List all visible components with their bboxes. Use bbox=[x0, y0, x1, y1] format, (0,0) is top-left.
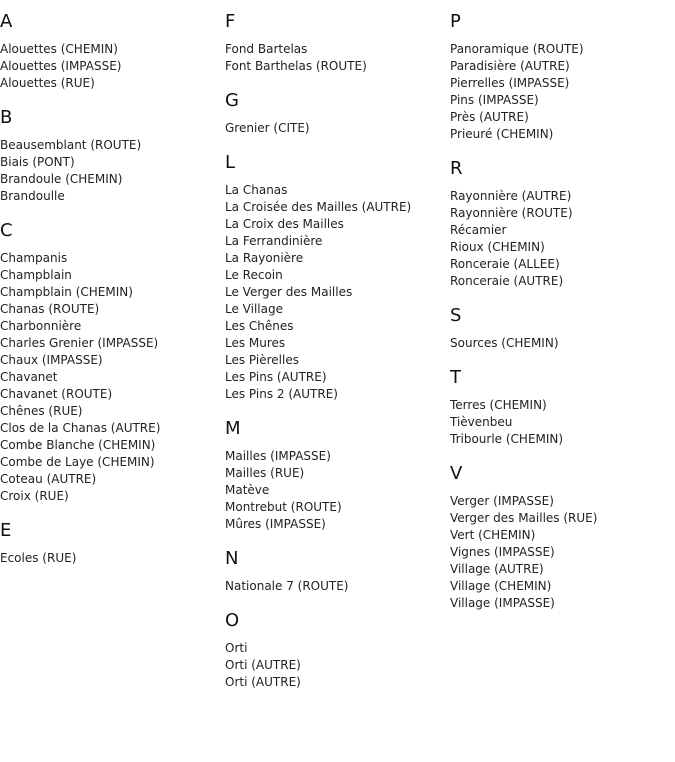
street-entry: Beausemblant (ROUTE) bbox=[0, 138, 142, 152]
street-entry: Chaux (IMPASSE) bbox=[0, 353, 103, 367]
street-entry: Verger (IMPASSE) bbox=[450, 494, 554, 508]
street-entry: Biais (PONT) bbox=[0, 155, 75, 169]
street-entry: Pins (IMPASSE) bbox=[450, 93, 539, 107]
letter-group bbox=[450, 305, 675, 352]
index-column-1 bbox=[0, 0, 225, 582]
street-entry: Prieuré (CHEMIN) bbox=[450, 127, 554, 141]
street-entry: Rayonnière (AUTRE) bbox=[450, 189, 572, 203]
section-letter-heading: G bbox=[225, 90, 239, 111]
street-entry: Orti (AUTRE) bbox=[225, 658, 301, 672]
street-entry: Font Barthelas (ROUTE) bbox=[225, 59, 367, 73]
letter-group bbox=[0, 520, 225, 567]
street-list bbox=[450, 397, 675, 448]
street-entry: Vert (CHEMIN) bbox=[450, 528, 536, 542]
letter-group bbox=[0, 11, 225, 92]
street-entry: Le Recoin bbox=[225, 268, 283, 282]
street-entry: Champblain bbox=[0, 268, 72, 282]
street-list bbox=[450, 188, 675, 290]
street-list bbox=[0, 41, 225, 92]
street-entry: La Rayonière bbox=[225, 251, 304, 265]
street-entry: La Croix des Mailles bbox=[225, 217, 344, 231]
street-entry: Croix (RUE) bbox=[0, 489, 69, 503]
section-letter-heading: L bbox=[225, 152, 236, 173]
street-entry: Champblain (CHEMIN) bbox=[0, 285, 133, 299]
street-entry: Ecoles (RUE) bbox=[0, 551, 77, 565]
letter-group bbox=[450, 11, 675, 143]
street-entry: Matève bbox=[225, 483, 270, 497]
street-list bbox=[225, 120, 450, 137]
street-entry: Ronceraie (AUTRE) bbox=[450, 274, 564, 288]
letter-group bbox=[225, 11, 450, 75]
street-list bbox=[225, 640, 450, 691]
letter-group bbox=[0, 107, 225, 205]
letter-group bbox=[225, 610, 450, 691]
section-letter-heading: M bbox=[225, 418, 241, 439]
section-letter-heading: V bbox=[450, 463, 463, 484]
street-entry: Terres (CHEMIN) bbox=[450, 398, 547, 412]
street-entry: Chavanet (ROUTE) bbox=[0, 387, 113, 401]
street-entry: Tribourle (CHEMIN) bbox=[450, 432, 564, 446]
street-list bbox=[450, 335, 675, 352]
street-list bbox=[225, 182, 450, 403]
street-list bbox=[225, 41, 450, 75]
street-entry: Village (CHEMIN) bbox=[450, 579, 552, 593]
street-list bbox=[0, 250, 225, 505]
street-entry: Les Pièrelles bbox=[225, 353, 299, 367]
section-letter-heading: E bbox=[0, 520, 12, 541]
street-entry: Récamier bbox=[450, 223, 507, 237]
street-entry: Panoramique (ROUTE) bbox=[450, 42, 584, 56]
street-entry: Brandoule (CHEMIN) bbox=[0, 172, 123, 186]
street-entry: Combe de Laye (CHEMIN) bbox=[0, 455, 155, 469]
section-letter-heading: S bbox=[450, 305, 462, 326]
section-letter-heading: C bbox=[0, 220, 13, 241]
section-letter-heading: F bbox=[225, 11, 236, 32]
street-entry: Pierrelles (IMPASSE) bbox=[450, 76, 570, 90]
street-entry: Rioux (CHEMIN) bbox=[450, 240, 545, 254]
street-entry: Le Verger des Mailles bbox=[225, 285, 353, 299]
index-column-3 bbox=[450, 0, 675, 627]
street-entry: Charles Grenier (IMPASSE) bbox=[0, 336, 159, 350]
street-entry: Orti bbox=[225, 641, 248, 655]
section-letter-heading: N bbox=[225, 548, 239, 569]
street-entry: Les Pins (AUTRE) bbox=[225, 370, 327, 384]
street-entry: Paradisière (AUTRE) bbox=[450, 59, 570, 73]
letter-group bbox=[450, 463, 675, 612]
street-entry: Tièvenbeu bbox=[450, 415, 513, 429]
street-entry: Village (AUTRE) bbox=[450, 562, 544, 576]
street-list bbox=[0, 550, 225, 567]
street-entry: Clos de la Chanas (AUTRE) bbox=[0, 421, 161, 435]
street-entry: Alouettes (IMPASSE) bbox=[0, 59, 122, 73]
street-entry: Brandoulle bbox=[0, 189, 65, 203]
street-list bbox=[450, 493, 675, 612]
street-list bbox=[450, 41, 675, 143]
street-entry: Près (AUTRE) bbox=[450, 110, 529, 124]
section-letter-heading: P bbox=[450, 11, 461, 32]
street-entry: Alouettes (RUE) bbox=[0, 76, 95, 90]
section-letter-heading: O bbox=[225, 610, 240, 631]
street-entry: Les Mures bbox=[225, 336, 286, 350]
letter-group bbox=[225, 548, 450, 595]
street-entry: La Ferrandinière bbox=[225, 234, 323, 248]
street-entry: Chavanet bbox=[0, 370, 58, 384]
street-entry: Champanis bbox=[0, 251, 68, 265]
street-entry: Rayonnière (ROUTE) bbox=[450, 206, 573, 220]
street-entry: Coteau (AUTRE) bbox=[0, 472, 97, 486]
letter-group bbox=[450, 158, 675, 290]
street-entry: Mûres (IMPASSE) bbox=[225, 517, 326, 531]
street-list bbox=[0, 137, 225, 205]
section-letter-heading: R bbox=[450, 158, 463, 179]
street-list bbox=[225, 578, 450, 595]
street-entry: Nationale 7 (ROUTE) bbox=[225, 579, 349, 593]
street-entry: Village (IMPASSE) bbox=[450, 596, 555, 610]
street-entry: Mailles (IMPASSE) bbox=[225, 449, 331, 463]
section-letter-heading: B bbox=[0, 107, 13, 128]
street-entry: Montrebut (ROUTE) bbox=[225, 500, 342, 514]
section-letter-heading: T bbox=[450, 367, 461, 388]
street-entry: Vignes (IMPASSE) bbox=[450, 545, 555, 559]
street-entry: Chênes (RUE) bbox=[0, 404, 83, 418]
section-letter-heading: A bbox=[0, 11, 13, 32]
letter-group bbox=[225, 418, 450, 533]
street-entry: Les Chênes bbox=[225, 319, 294, 333]
street-entry: Verger des Mailles (RUE) bbox=[450, 511, 598, 525]
street-entry: Ronceraie (ALLEE) bbox=[450, 257, 560, 271]
street-entry: Combe Blanche (CHEMIN) bbox=[0, 438, 156, 452]
street-entry: Grenier (CITE) bbox=[225, 121, 310, 135]
index-column-2 bbox=[225, 0, 450, 706]
street-entry: La Chanas bbox=[225, 183, 288, 197]
street-entry: Mailles (RUE) bbox=[225, 466, 305, 480]
street-list bbox=[225, 448, 450, 533]
letter-group bbox=[0, 220, 225, 505]
street-entry: Chanas (ROUTE) bbox=[0, 302, 100, 316]
street-entry: Sources (CHEMIN) bbox=[450, 336, 559, 350]
street-entry: La Croisée des Mailles (AUTRE) bbox=[225, 200, 412, 214]
street-entry: Charbonnière bbox=[0, 319, 82, 333]
letter-group bbox=[225, 90, 450, 137]
letter-group bbox=[450, 367, 675, 448]
street-entry: Alouettes (CHEMIN) bbox=[0, 42, 118, 56]
street-entry: Les Pins 2 (AUTRE) bbox=[225, 387, 338, 401]
street-entry: Fond Bartelas bbox=[225, 42, 308, 56]
street-entry: Orti (AUTRE) bbox=[225, 675, 301, 689]
letter-group bbox=[225, 152, 450, 403]
street-entry: Le Village bbox=[225, 302, 283, 316]
